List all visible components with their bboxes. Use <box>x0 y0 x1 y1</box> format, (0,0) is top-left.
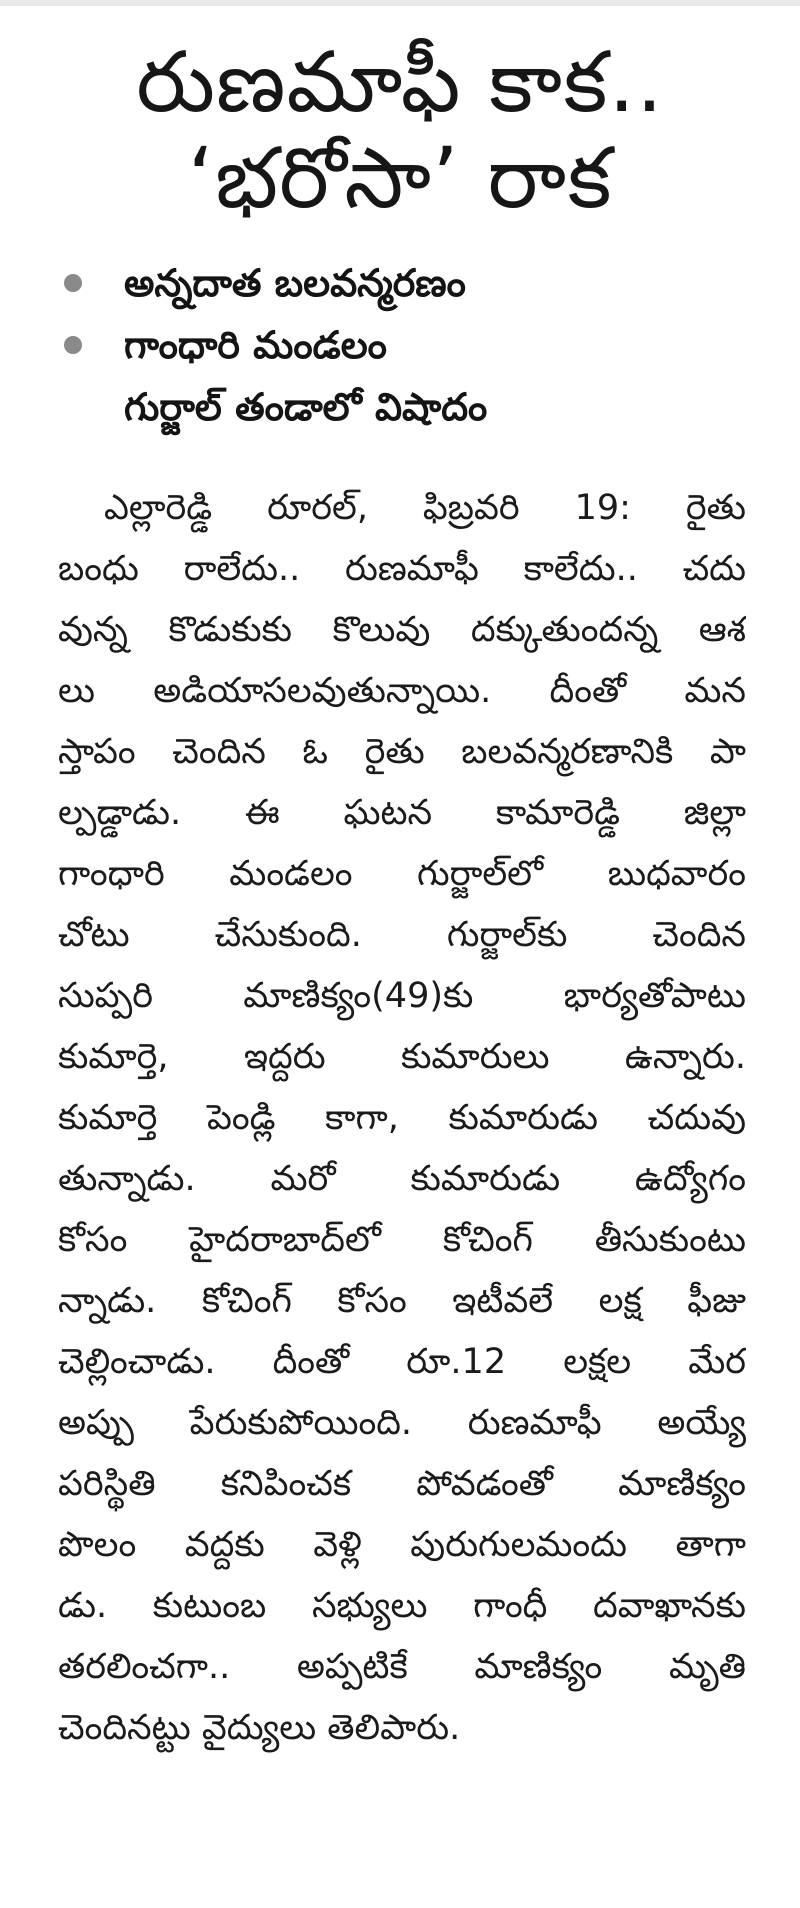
body-line: డు. కుటుంబ సభ్యులు గాంధీ దవాఖానకు <box>58 1586 746 1626</box>
body-line: చెందినట్టు వైద్యులు తెలిపారు. <box>58 1708 461 1748</box>
body-line: కుమార్తె, ఇద్దరు కుమారులు ఉన్నారు. <box>58 1037 746 1077</box>
body-line: సుప్పరి మాణిక్యం(49)కు భార్యతోపాటు <box>58 976 746 1016</box>
body-line: చెల్లించాడు. దీంతో రూ.12 లక్షల మేర <box>58 1342 746 1382</box>
body-line: గాంధారి మండలం గుర్జాల్‌లో బుధవారం <box>58 854 746 894</box>
body-line: చోటు చేసుకుంది. గుర్జాల్‌కు చెందిన <box>58 915 746 955</box>
body-line: పొలం వద్దకు వెళ్లి పురుగులమందు తాగా <box>58 1525 746 1565</box>
body-line: కోసం హైదరాబాద్‌లో కోచింగ్ తీసుకుంటు <box>58 1220 746 1260</box>
subhead-text: అన్నదాత బలవన్మరణం <box>124 261 466 305</box>
body-line: అప్పు పేరుకుపోయింది. రుణమాఫీ అయ్యే <box>58 1403 746 1443</box>
subhead-text: గాంధారి మండలం <box>124 323 387 367</box>
body-line: ఎల్లారెడ్డి రూరల్, ఫిబ్రవరి 19: రైతు <box>104 488 746 528</box>
headline-line-2: ‘భరోసా’ రాక <box>187 129 613 227</box>
body-line: తున్నాడు. మరో కుమారుడు ఉద్యోగం <box>58 1159 746 1199</box>
body-line: తరలించగా.. అప్పటికే మాణిక్యం మృతి <box>58 1647 746 1687</box>
body-line: వున్న కొడుకుకు కొలువు దక్కుతుందన్న ఆశ <box>58 610 746 650</box>
subhead-1 <box>60 252 760 314</box>
body-line: బంధు రాలేదు.. రుణమాఫీ కాలేదు.. చదు <box>58 549 746 589</box>
top-rule <box>0 0 800 6</box>
bullet-icon <box>64 336 82 354</box>
subheads <box>60 252 760 438</box>
body-line: కుమార్తె పెండ్లి కాగా, కుమారుడు చదువు <box>58 1098 746 1138</box>
subhead-2 <box>60 314 760 376</box>
body-line: స్తాపం చెందిన ఓ రైతు బలవన్మరణానికి పా <box>58 732 746 772</box>
body-line: లు అడియాసలవుతున్నాయి. దీంతో మన <box>58 671 746 711</box>
article-body <box>58 478 746 1759</box>
body-line: ల్పడ్డాడు. ఈ ఘటన కామారెడ్డి జిల్లా <box>58 793 746 833</box>
subhead-3 <box>60 376 760 438</box>
bullet-icon <box>64 274 82 292</box>
body-line: పరిస్థితి కనిపించక పోవడంతో మాణిక్యం <box>58 1464 746 1504</box>
body-line: న్నాడు. కోచింగ్ కోసం ఇటీవలే లక్ష ఫీజు <box>58 1281 746 1321</box>
headline-line-1: రుణమాఫీ కాక.. <box>136 33 664 131</box>
subhead-text: గుర్జాల్ తండాలో విషాదం <box>124 385 488 429</box>
